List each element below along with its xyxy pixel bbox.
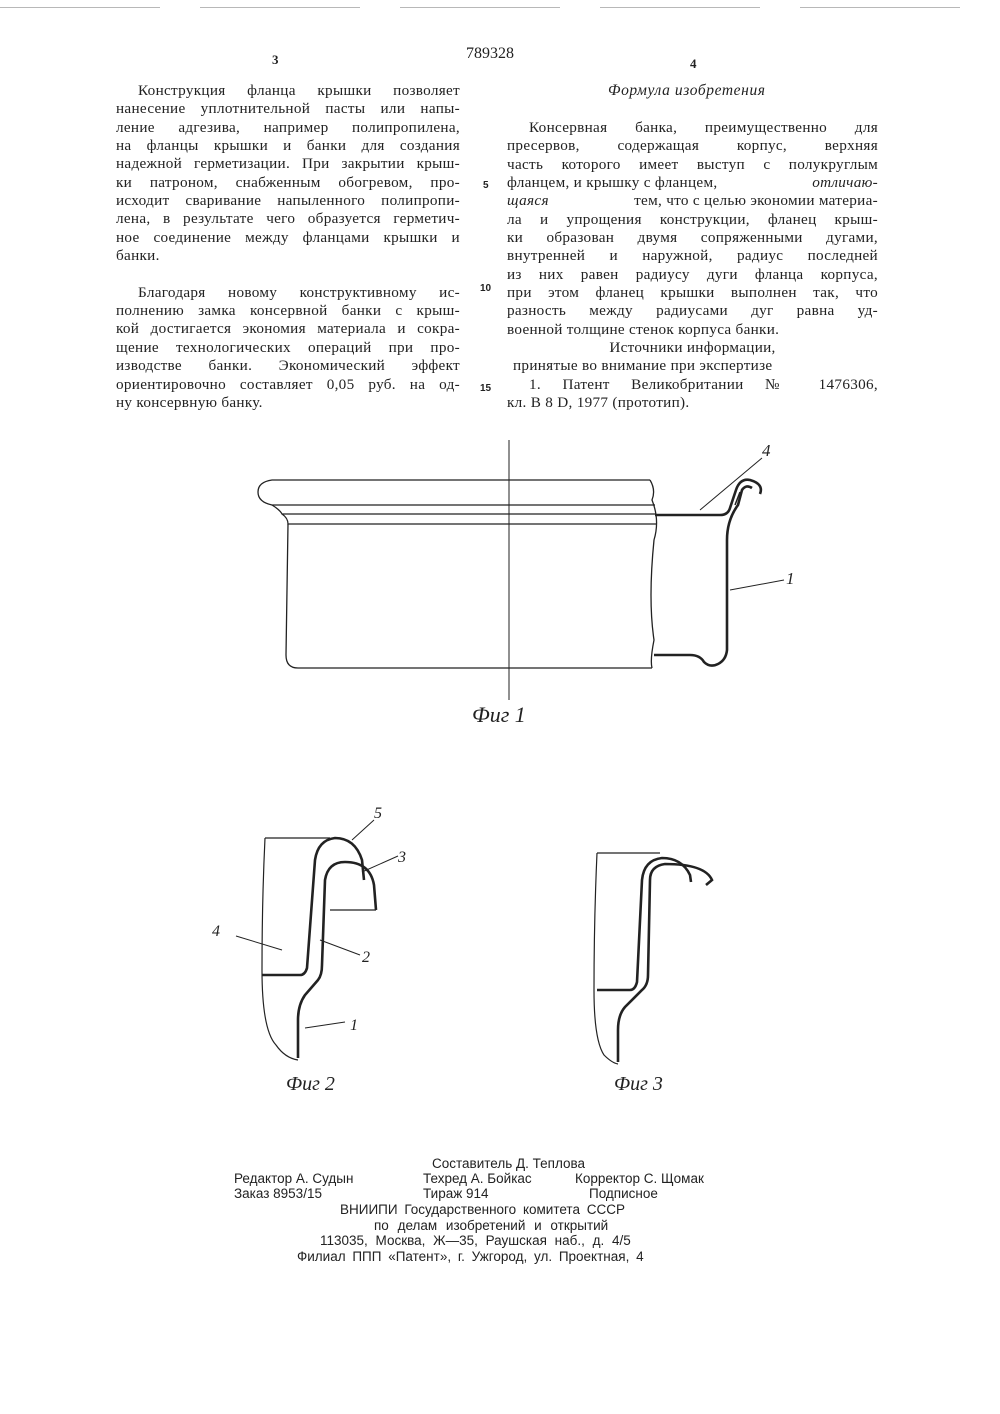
break-line	[650, 480, 657, 668]
text-line: щение технологических операций при про-	[116, 338, 460, 356]
line-number: 10	[480, 283, 492, 294]
figure-3-caption: Фиг 3	[614, 1073, 663, 1095]
source-item: 1. Патент Великобритании № 1476306,	[529, 375, 878, 393]
text-line: Конструкция фланца крышки позволяет	[138, 82, 460, 99]
sources-title: Источники информации,	[609, 339, 776, 357]
text-line: на фланцы крышки и банки для создания	[116, 137, 460, 155]
italic-term: отличаю-	[812, 174, 878, 192]
text-line: банки.	[116, 247, 160, 265]
text-line: внутренней и наружной, радиус последней	[507, 247, 878, 265]
figure-2-caption: Фиг 2	[286, 1073, 335, 1095]
patent-number: 789328	[466, 45, 514, 62]
label-2: 2	[362, 949, 370, 966]
can-rim	[258, 480, 655, 505]
figure-1-caption: Фиг 1	[472, 702, 526, 727]
text-line: полнению замка консервной банки с крыш-	[116, 302, 460, 320]
footer-editor: Редактор А. Судын	[234, 1171, 354, 1186]
italic-term: щаяся	[507, 192, 549, 210]
text-fragment: тем, что с целью экономии материа-	[634, 192, 878, 210]
label-3: 3	[398, 849, 406, 866]
text-line: изводстве банки. Экономический эффект	[116, 357, 460, 375]
footer-compiler: Составитель Д. Теплова	[432, 1156, 586, 1171]
claims-title: Формула изобретения	[608, 82, 766, 99]
label-4: 4	[212, 923, 220, 940]
text-line: исходит сваривание напыленного полипропи-	[116, 192, 460, 210]
figure-3	[594, 853, 712, 1064]
text-line: военной толщине стенок корпуса банки.	[507, 320, 780, 338]
can-body	[286, 524, 652, 668]
text-line: пресервов, содержащая корпус, верхняя	[507, 137, 878, 155]
text-line: из них равен радиусу дуги фланца корпуса,	[507, 265, 878, 283]
footer-techred: Техред А. Бойкас	[423, 1171, 532, 1186]
footer-order: Заказ 8953/15	[234, 1186, 322, 1201]
text-line: ну консервную банку.	[116, 393, 263, 411]
label-4: 4	[762, 441, 771, 460]
footer-circulation: Тираж 914	[423, 1186, 489, 1201]
section-lid	[655, 480, 761, 515]
page-number-right: 4	[690, 56, 697, 71]
text-line: нанесение уплотнительной пасты или напы-	[116, 100, 460, 118]
label-1: 1	[350, 1017, 358, 1034]
text-line: ление адгезива, например полипропилена,	[116, 118, 460, 136]
lid-flange	[597, 858, 691, 990]
figure-1	[258, 440, 784, 700]
label-5: 5	[374, 805, 382, 822]
body-flange	[618, 864, 712, 1062]
section-body	[654, 486, 752, 665]
line-number: 15	[480, 383, 492, 394]
text-line: лена, в результате чего образуется герметич-	[116, 210, 460, 228]
source-item: кл. В 8 D, 1977 (прототип).	[507, 394, 690, 412]
text-line: Благодаря новому конструктивному ис-	[138, 283, 460, 301]
footer-corrector: Корректор С. Щомак	[575, 1171, 704, 1186]
leader-1	[730, 580, 784, 590]
footer-address: 113035, Москва, Ж—35, Раушская наб., д. 4/5	[320, 1233, 631, 1248]
text-line: ки патроном, снабженным обогревом, про-	[116, 173, 460, 191]
text-fragment: фланцем, и крышку с фланцем,	[507, 174, 718, 192]
text-line: кой достигается экономия материала и сокра-	[116, 320, 460, 338]
figure-2	[236, 820, 398, 1060]
text-line: разность между радиусами дуг равна уд-	[507, 302, 878, 320]
text-line: часть которого имеет выступ с полукруглым	[507, 155, 878, 173]
footer-org-dept: по делам изобретений и открытий	[374, 1218, 609, 1233]
text-line: Консервная банка, преимущественно для	[529, 119, 878, 136]
footer-org: ВНИИПИ Государственного комитета СССР	[340, 1202, 625, 1217]
page-number-left: 3	[272, 52, 279, 67]
label-1: 1	[786, 569, 795, 588]
text-line: ориентировочно составляет 0,05 руб. на од-	[116, 375, 460, 393]
footer-branch: Филиал ППП «Патент», г. Ужгород, ул. Проектная, 4	[297, 1249, 644, 1264]
text-line: надежной герметизации. При закрытии крыш-	[116, 155, 460, 173]
text-line: ное соединение между фланцами крышки и	[116, 228, 460, 246]
text-line: ки образован двумя сопряженными дугами,	[507, 229, 878, 247]
text-line: при этом фланец крышки выполнен так, что	[507, 284, 878, 302]
lid-flange	[262, 838, 364, 975]
sources-subtitle: принятые во внимание при экспертизе	[513, 357, 773, 375]
footer-subscription: Подписное	[589, 1186, 658, 1201]
text-line: ла и упрощения конструкции, фланец крыш-	[507, 210, 878, 228]
line-number: 5	[483, 180, 489, 191]
